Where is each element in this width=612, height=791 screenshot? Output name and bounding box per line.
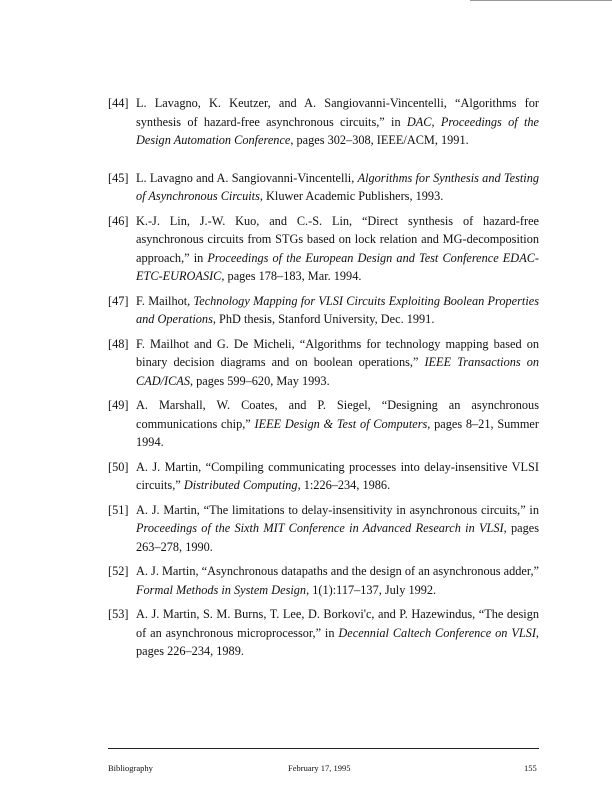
reference-list: [108, 94, 539, 667]
reference-entry: [108, 335, 539, 391]
footer-date: February 17, 1995: [288, 763, 351, 773]
reference-number: [49]: [108, 398, 129, 412]
reference-text: [136, 562, 539, 599]
footer-section: Bibliography: [108, 763, 153, 773]
reference-entry: [108, 292, 539, 329]
reference-venue: Formal Methods in System Design: [136, 582, 307, 597]
reference-text: [136, 335, 539, 391]
reference-entry: [108, 605, 539, 661]
reference-segment: , pages 599–620, May 1993.: [189, 373, 330, 388]
reference-segment: L. Lavagno, K. Keutzer, and A. Sangiovanni-Vincentelli, “Algorithms for synthesis of hazard-free asynchronous circuits,” in: [136, 96, 539, 129]
reference-number: [46]: [108, 213, 129, 228]
reference-venue: Distributed Computing: [183, 478, 298, 492]
reference-segment: , 1(1):117–137, July 1992.: [306, 582, 437, 597]
reference-segment: , pages 8–21, Summer 1994.: [136, 416, 539, 449]
reference-segment: , PhD thesis, Stanford University, Dec. 1991.: [212, 312, 435, 326]
reference-venue: Decennial Caltech Conference on VLSI: [338, 625, 536, 640]
reference-entry: [108, 562, 539, 599]
reference-segment: A. J. Martin, S. M. Burns, T. Lee, D. Borkovi'c, and P. Hazewindus, “The design of an asynchronous microprocessor,” in: [136, 607, 539, 640]
reference-entry: [108, 396, 539, 452]
reference-text: [136, 169, 539, 206]
reference-segment: F. Mailhot and G. De Micheli, “Algorithms for technology mapping based on binary decision diagrams and on boolean operations,”: [136, 336, 539, 369]
reference-number: [47]: [108, 293, 129, 308]
reference-segment: A. Marshall, W. Coates, and P. Siegel, “Designing an asynchronous communications chip,”: [136, 398, 539, 431]
reference-segment: , pages 226–234, 1989.: [136, 625, 539, 658]
reference-segment: K.-J. Lin, J.-W. Kuo, and C.-S. Lin, “Direct synthesis of hazard-free asynchronous circuits from STGs based on lock relation and MG-decomposition approach,” in: [136, 213, 539, 265]
reference-segment: A. J. Martin, “Compiling communicating processes into delay-insensitive VLSI circuits,”: [136, 459, 539, 492]
reference-segment: , pages 178–183, Mar. 1994.: [221, 269, 362, 283]
reference-segment: A. J. Martin, “The limitations to delay-insensitivity in asynchronous circuits,” in: [136, 502, 539, 517]
reference-segment: A. J. Martin, “Asynchronous datapaths and the design of an asynchronous adder,”: [136, 564, 539, 578]
reference-number: [48]: [108, 336, 129, 351]
reference-number: [52]: [108, 564, 129, 578]
reference-segment: , Kluwer Academic Publishers, 1993.: [259, 189, 444, 203]
reference-segment: , pages 302–308, IEEE/ACM, 1991.: [290, 133, 469, 147]
footer-rule: [108, 748, 539, 749]
reference-entry: [108, 94, 539, 150]
reference-entry: [108, 458, 539, 495]
reference-venue: Proceedings of the European Design and Test Conference EDAC-ETC-EUROASIC: [136, 250, 539, 283]
reference-text: [136, 292, 539, 329]
reference-venue: Algorithms for Synthesis and Testing of Asynchronous Circuits: [136, 170, 539, 203]
reference-entry: [108, 212, 539, 286]
reference-venue: Technology Mapping for VLSI Circuits Exploiting Boolean Properties and Operations: [136, 293, 539, 326]
reference-segment: , pages 263–278, 1990.: [136, 521, 539, 554]
reference-segment: F. Mailhot,: [136, 293, 194, 308]
reference-entry: [108, 169, 539, 206]
reference-text: [136, 605, 539, 661]
reference-venue: IEEE Transactions on CAD/ICAS: [136, 355, 539, 388]
reference-text: [136, 396, 539, 452]
reference-number: [50]: [108, 459, 129, 474]
reference-segment: L. Lavagno and A. Sangiovanni-Vincentelli,: [136, 170, 358, 185]
reference-venue: Proceedings of the Sixth MIT Conference in Advanced Research in VLSI: [136, 521, 504, 535]
page-number: 155: [524, 763, 537, 773]
scan-edge-line: [470, 0, 612, 1]
reference-venue: DAC, Proceedings of the Design Automation Conference: [136, 114, 539, 147]
reference-number: [45]: [108, 170, 129, 185]
reference-venue: IEEE Design & Test of Computers: [254, 416, 428, 431]
reference-number: [53]: [108, 607, 129, 621]
reference-number: [44]: [108, 96, 129, 110]
reference-text: [136, 94, 539, 150]
reference-entry: [108, 501, 539, 557]
reference-segment: , 1:226–234, 1986.: [297, 478, 391, 492]
reference-text: [136, 212, 539, 286]
reference-text: [136, 501, 539, 557]
reference-text: [136, 458, 539, 495]
reference-number: [51]: [108, 502, 129, 517]
